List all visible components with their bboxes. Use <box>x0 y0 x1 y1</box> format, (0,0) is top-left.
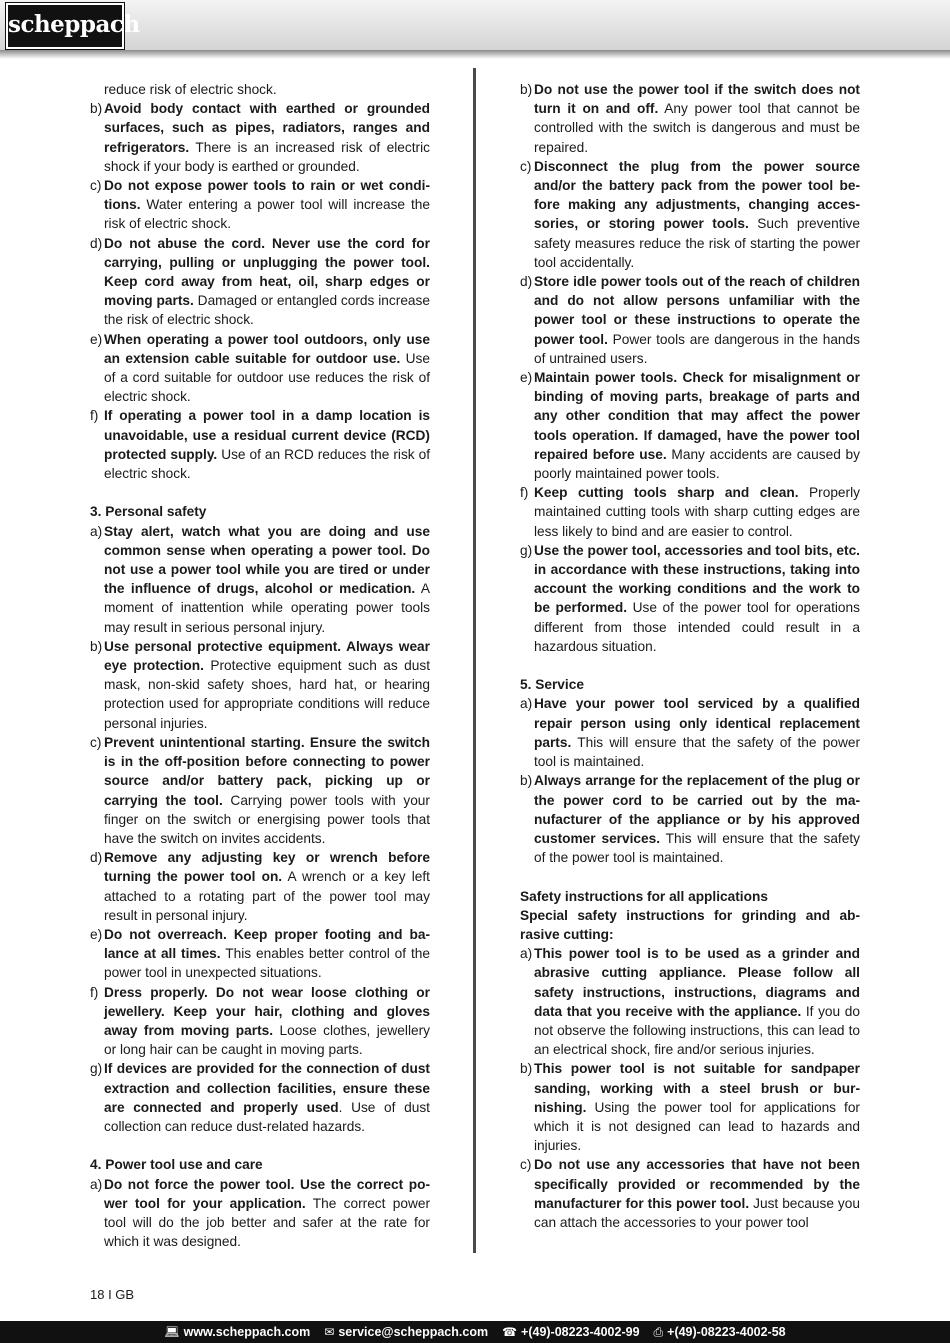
list-item <box>90 176 430 234</box>
instruction-explanation: . Use of dust collection can reduce dust-related hazards. <box>104 1099 430 1134</box>
instruction-explanation: This will ensure that the safety of the power tool is maintained. <box>534 734 860 770</box>
continued-text: reduce risk of electric shock. <box>104 82 277 97</box>
list-item <box>90 733 430 848</box>
list-item-text <box>534 157 860 272</box>
instruction-explanation: Use of the power tool for operations different from those intended could result in a hazardous situation. <box>534 600 860 654</box>
list-item <box>520 80 860 157</box>
header-bar <box>0 0 950 50</box>
list-item-text <box>534 368 860 483</box>
list-item <box>90 848 430 925</box>
paragraph-gap <box>90 1136 430 1155</box>
instruction-explanation: Power tools are dangerous in the hands of untrained users. <box>534 331 860 366</box>
paragraph-gap <box>520 867 860 886</box>
instruction-explanation: Damaged or entangled cords increase the risk of electric shock. <box>104 293 430 328</box>
list-item <box>90 925 430 983</box>
list-item <box>90 983 430 1060</box>
instruction-bold: Do not abuse the cord. Never use the cord for carrying, pulling or unplugging the power tool. Keep cord away from heat, oil, sharp edges or moving parts. <box>104 235 430 309</box>
footer-fax: +(49)-08223-4002-58 <box>667 1325 786 1339</box>
section-heading: 5. Service <box>520 677 584 693</box>
paragraph-gap <box>520 656 860 675</box>
list-item <box>90 234 430 330</box>
envelope-icon: ✉︎ <box>324 1325 335 1339</box>
list-item-text <box>534 483 860 541</box>
instruction-bold: Do not expose power tools to rain or wet conditions. <box>104 178 430 213</box>
instruction-bold: If operating a power tool in a damp location is unavoidable, use a residual current device (RCD) protected supply. <box>104 408 430 462</box>
list-item <box>520 694 860 771</box>
list-marker: a) <box>90 1176 103 1192</box>
instruction-bold: Stay alert, watch what you are doing and use common sense when operating a power tool. Do not use a power tool while you are tired or under the influence of drugs, alcohol or medication. <box>104 523 430 597</box>
list-item-text <box>104 1175 430 1252</box>
instruction-explanation: Just because you can attach the accessories to your power tool <box>534 1195 860 1230</box>
list-item-text <box>104 1059 430 1136</box>
list-marker: b) <box>90 638 103 654</box>
instruction-bold: Use the power tool, accessories and tool bits, etc. in accordance with these instructions, taking into account the working conditions and the work to be performed. <box>534 542 860 616</box>
instruction-explanation: The correct power tool will do the job better and safer at the rate for which it was designed. <box>104 1195 431 1250</box>
instruction-explanation: There is an increased risk of electric shock if your body is earthed or grounded. <box>104 139 430 174</box>
instruction-explanation: Water entering a power tool will increase the risk of electric shock. <box>104 197 430 232</box>
list-item-text <box>534 1059 860 1155</box>
instruction-explanation: Such preventive safety measures reduce the risk of starting the power tool accidentally. <box>534 216 860 270</box>
footer-email[interactable]: service@scheppach.com <box>338 1325 489 1339</box>
list-item-text <box>104 234 430 330</box>
instruction-explanation: Carrying power tools with your finger on the switch or energising power tools that have the switch on invites accidents. <box>104 792 430 846</box>
page-number: 18 I GB <box>90 1287 135 1302</box>
instruction-bold: When operating a power tool outdoors, only use an extension cable suitable for outdoor use. <box>104 331 430 366</box>
instruction-explanation: This enables better control of the power tool in unexpected situations. <box>104 946 430 981</box>
list-item <box>90 1175 430 1252</box>
instruction-bold: Do not force the power tool. Use the correct power tool for your application. <box>104 1176 430 1211</box>
instruction-bold: Avoid body contact with earthed or grounded surfaces, such as pipes, radiators, ranges and refrigerators. <box>104 101 430 155</box>
telephone-icon: ☎︎ <box>502 1325 518 1339</box>
instruction-bold: Dress properly. Do not wear loose clothing or jewellery. Keep your hair, clothing and gloves away from moving parts. <box>104 984 430 1038</box>
instruction-explanation: If you do not observe the following instructions, this can lead to an electrical shock, fire and/or serious injuries. <box>534 1003 860 1058</box>
header-shadow <box>0 50 950 59</box>
list-marker: b) <box>520 1061 533 1077</box>
list-item <box>520 368 860 483</box>
instruction-bold: Have your power tool serviced by a qualified repair person using only identical replacement parts. <box>534 696 860 750</box>
computer-icon: 💻︎ <box>164 1325 180 1339</box>
instruction-bold: Maintain power tools. Check for misalignment or binding of moving parts, breakage of parts and any other condition that may affect the power tools operation. If damaged, have the power tool repaired before use. <box>534 370 860 462</box>
instruction-explanation: Loose clothes, jewellery or long hair can be caught in moving parts. <box>104 1022 430 1058</box>
list-item-text <box>104 99 430 176</box>
footer-phone: +(49)-08223-4002-99 <box>521 1325 640 1339</box>
list-item <box>520 771 860 867</box>
list-item-text <box>534 771 860 867</box>
list-marker: d) <box>90 850 103 866</box>
footer-bar <box>0 1321 950 1343</box>
instruction-bold: This power tool is not suitable for sandpaper sanding, working with a steel brush or burnishing. <box>534 1061 860 1115</box>
instruction-explanation: A wrench or a key left attached to a rotating part of the power tool may result in personal injury. <box>104 869 430 923</box>
list-marker: d) <box>90 235 103 251</box>
list-item-text <box>104 176 430 234</box>
list-item-text <box>104 848 430 925</box>
list-item-text <box>534 541 860 656</box>
list-item-text <box>534 944 860 1059</box>
instruction-bold: This power tool is to be used as a grinder and abrasive cutting appliance. Please follow all safety instructions, instructions, diagrams and data that you receive with the appliance. <box>534 946 860 1019</box>
list-item <box>90 1059 430 1136</box>
list-item-text <box>104 637 430 733</box>
scheppach-logo: scheppach <box>6 3 124 49</box>
section-heading: 4. Power tool use and care <box>90 1157 263 1173</box>
list-marker: e) <box>90 926 103 942</box>
instruction-explanation: Using the power tool for applications for which it is not designed can lead to hazards and injuries. <box>534 1099 860 1154</box>
list-marker: c) <box>520 1157 532 1173</box>
list-item <box>520 483 860 541</box>
footer-website[interactable]: www.scheppach.com <box>183 1325 311 1339</box>
instruction-explanation: A moment of inattention while operating power tools may result in serious personal injury. <box>104 581 430 635</box>
subsection-heading: Special safety instructions for grinding and abrasive cutting: <box>520 907 860 942</box>
list-item-text <box>534 1155 860 1232</box>
list-marker: a) <box>520 946 533 962</box>
instruction-explanation: Many accidents are caused by poorly maintained power tools. <box>534 446 861 482</box>
paragraph-gap <box>90 483 430 502</box>
list-item-text <box>104 330 430 407</box>
list-item <box>90 99 430 176</box>
instruction-bold: Use personal protective equipment. Always wear eye protection. <box>104 638 430 674</box>
instruction-explanation: Properly maintained cutting tools with sharp cutting edges are less likely to bind and are easier to control. <box>534 485 860 539</box>
list-item <box>90 330 430 407</box>
column-divider <box>473 68 476 1253</box>
list-marker: a) <box>90 523 103 539</box>
instruction-bold: Do not use the power tool if the switch does not turn it on and off. <box>534 82 860 117</box>
list-marker: c) <box>90 178 102 194</box>
instruction-bold: Store idle power tools out of the reach of children and do not allow persons unfamiliar with the power tool or these instructions to operate the power tool. <box>534 274 860 347</box>
instruction-explanation: This will ensure that the safety of the power tool is maintained. <box>534 830 860 866</box>
list-item <box>520 1155 860 1232</box>
list-marker: b) <box>520 773 533 789</box>
list-item-text <box>534 694 860 771</box>
right-column <box>520 80 860 1232</box>
instruction-explanation: Protective equipment such as dust mask, non-skid safety shoes, hard hat, or hearing protection used for appropriate conditions will reduce personal injuries. <box>104 658 430 731</box>
instruction-explanation: Any power tool that cannot be controlled with the switch is dangerous and must be repaired. <box>534 101 860 155</box>
instruction-bold: Do not use any accessories that have not been specifically provided or recommended by the manufacturer for this power tool. <box>534 1157 860 1211</box>
section-heading: 3. Personal safety <box>90 504 207 520</box>
list-marker: g) <box>520 542 533 558</box>
instruction-bold: Do not overreach. Keep proper footing and balance at all times. <box>104 926 430 962</box>
list-item <box>90 406 430 483</box>
instruction-bold: Prevent unintentional starting. Ensure the switch is in the off-position before connecting to power source and/or battery pack, picking up or carrying the tool. <box>104 734 430 808</box>
list-marker: a) <box>520 696 533 712</box>
list-item-text <box>104 733 430 848</box>
instruction-explanation: Use of a cord suitable for outdoor use reduces the risk of electric shock. <box>104 350 430 405</box>
list-marker: e) <box>520 370 533 386</box>
list-item <box>90 637 430 733</box>
list-item-text <box>104 925 430 983</box>
list-marker: d) <box>520 274 533 290</box>
list-marker: f) <box>520 485 529 501</box>
list-item <box>520 541 860 656</box>
list-item <box>520 1059 860 1155</box>
list-item-text <box>534 80 860 157</box>
section-heading: Safety instructions for all applications <box>520 888 768 904</box>
list-marker: c) <box>520 158 532 174</box>
list-item <box>90 522 430 637</box>
list-item-text <box>104 522 430 637</box>
list-item <box>520 272 860 368</box>
list-marker: c) <box>90 734 102 750</box>
list-item <box>520 157 860 272</box>
list-marker: b) <box>520 82 533 97</box>
instruction-bold: Keep cutting tools sharp and clean. <box>534 485 799 501</box>
list-marker: g) <box>90 1061 103 1077</box>
list-marker: b) <box>90 101 103 117</box>
fax-icon: ⎙ <box>653 1324 664 1339</box>
left-column <box>90 80 430 1251</box>
list-marker: f) <box>90 984 99 1000</box>
instruction-bold: Disconnect the plug from the power source and/or the battery pack from the power tool before making any adjustments, changing accessories, or storing power tools. <box>534 158 860 232</box>
instruction-bold: If devices are provided for the connection of dust extraction and collection facilities, ensure these are connected and properly used <box>104 1061 430 1115</box>
list-item <box>520 944 860 1059</box>
list-marker: f) <box>90 408 99 424</box>
list-item-text <box>104 406 430 483</box>
instruction-bold: Always arrange for the replacement of the plug or the power cord to be carried out by the manufacturer of the appliance or by his approved customer services. <box>534 773 860 846</box>
instruction-explanation: Use of an RCD reduces the risk of electric shock. <box>104 446 431 482</box>
list-item-text <box>104 983 430 1060</box>
instruction-bold: Remove any adjusting key or wrench before turning the power tool on. <box>104 850 430 885</box>
list-item-text <box>534 272 860 368</box>
list-marker: e) <box>90 331 103 347</box>
